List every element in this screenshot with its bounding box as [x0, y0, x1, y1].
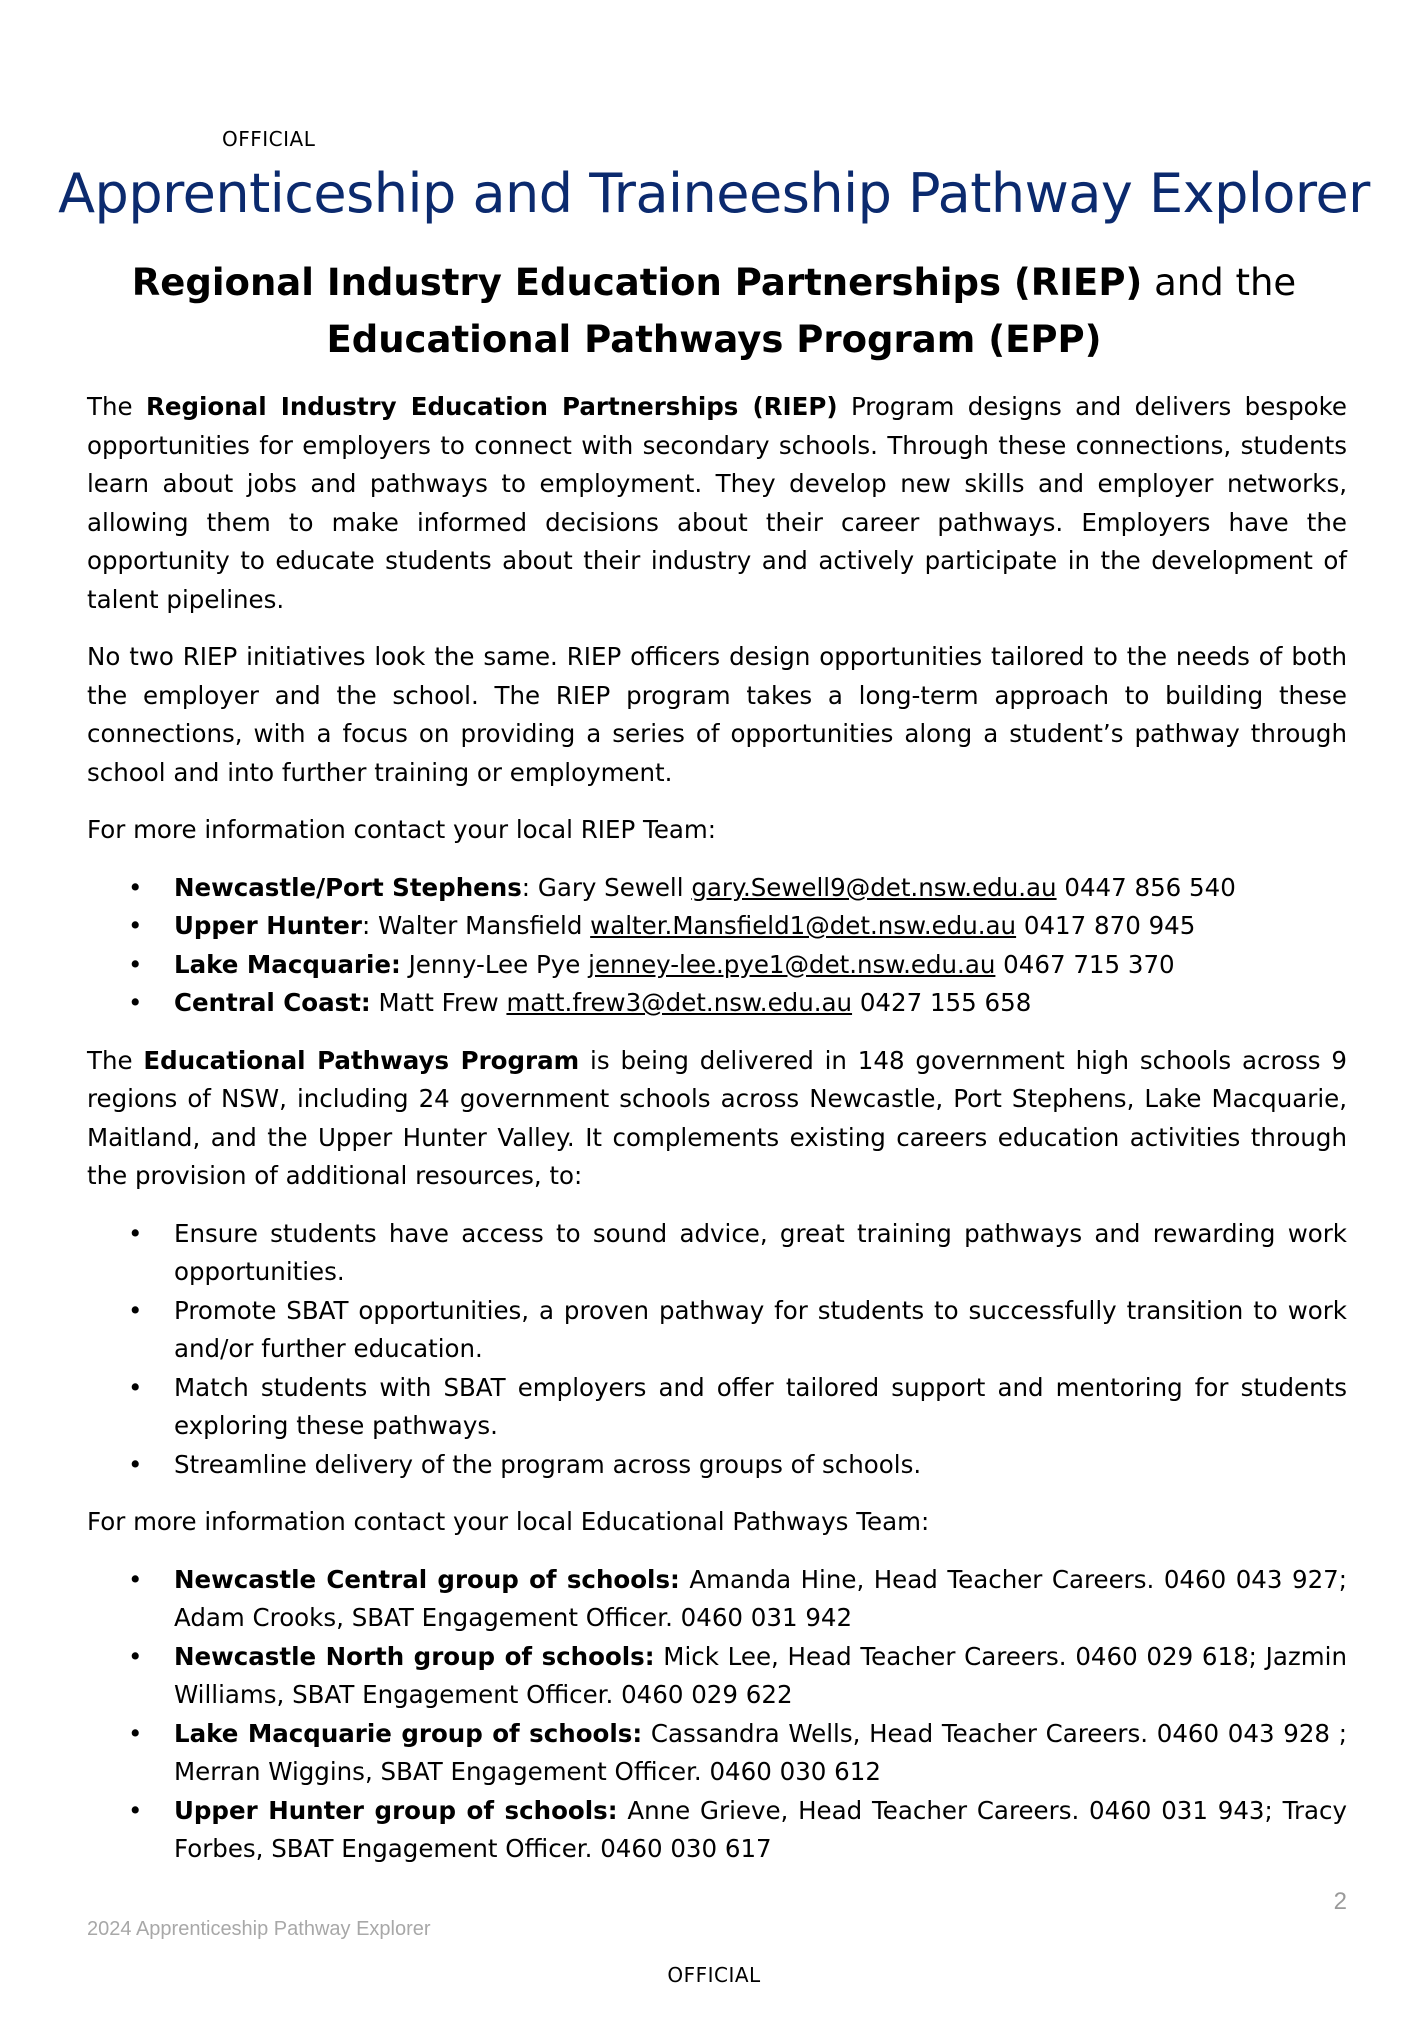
page-title: Apprenticeship and Traineeship Pathway Explorer — [58, 162, 1370, 225]
footer-text: 2024 Apprenticeship Pathway Explorer — [87, 1918, 431, 1940]
subtitle-epp-bold: Educational Pathways Program (EPP) — [326, 318, 1102, 361]
riep-contact-item: • Central Coast: Matt Frew matt.frew3@det.nsw.edu.au 0427 155 658 — [87, 984, 1347, 1023]
epp-objective-list — [87, 1215, 1347, 1485]
epp-objective-item: • Match students with SBAT employers and offer tailored support and mentoring for students exploring these pathways. — [87, 1369, 1347, 1446]
security-marking-top: OFFICIAL — [222, 127, 316, 151]
riep-paragraph-2: No two RIEP initiatives look the same. RIEP officers design opportunities tailored to the needs of both the employer and the school. The RIEP program takes a long-term approach to building these connections, with a focus on providing a series of opportunities along a student’s pathway through school and into further training or employment. — [87, 642, 1347, 787]
riep-email-link[interactable]: gary.Sewell9@det.nsw.edu.au — [691, 872, 1057, 902]
epp-objective-item: • Ensure students have access to sound advice, great training pathways and rewarding work opportunities. — [87, 1215, 1347, 1292]
epp-contact-item: • Upper Hunter group of schools: Anne Grieve, Head Teacher Careers. 0460 031 943; Tracy Forbes, SBAT Engagement Officer. 0460 030 617 — [87, 1792, 1347, 1869]
subtitle-riep-bold: Regional Industry Education Partnerships (RIEP) — [131, 261, 1143, 304]
epp-contact-item: • Newcastle North group of schools: Mick Lee, Head Teacher Careers. 0460 029 618; Jazmin Williams, SBAT Engagement Officer. 0460 029 622 — [87, 1638, 1347, 1715]
epp-objective-item: • Promote SBAT opportunities, a proven pathway for students to successfully transition to work and/or further education. — [87, 1292, 1347, 1369]
riep-paragraph-1: The Regional Industry Education Partnerships (RIEP) Program designs and delivers bespoke opportunities for employers to connect with secondary schools. Through these connections, students learn about jobs and pathways to employment. They develop new skills and employer networks, allowing them to make informed decisions about their career pathways. Employers have the opportunity to educate students about their industry and actively participate in the development of talent pipelines. — [87, 392, 1348, 614]
epp-contact-list — [87, 1561, 1347, 1869]
riep-contact-item: • Lake Macquarie: Jenny-Lee Pye jenney-lee.pye1@det.nsw.edu.au 0467 715 370 — [87, 946, 1347, 985]
epp-paragraph-1: The Educational Pathways Program is being delivered in 148 government high schools across 9 regions of NSW, including 24 government schools across Newcastle, Port Stephens, Lake Macquarie, Maitland, and the Upper Hunter Valley. It complements existing careers education activities through the provision of additional resources, to: — [87, 1045, 1347, 1190]
riep-contact-item: • Newcastle/Port Stephens: Gary Sewell gary.Sewell9@det.nsw.edu.au 0447 856 540 — [87, 869, 1347, 908]
document-body — [87, 388, 1347, 1888]
subtitle-line-2 — [0, 311, 1428, 368]
riep-contact-intro: For more information contact your local RIEP Team: — [87, 815, 717, 844]
page-number: 2 — [1333, 1888, 1347, 1915]
subtitle-and-the: and the — [1142, 261, 1297, 304]
riep-contact-list — [87, 869, 1347, 1023]
epp-objective-item: • Streamline delivery of the program across groups of schools. — [87, 1446, 1347, 1485]
subtitle-line-1 — [0, 254, 1428, 311]
epp-contact-item: • Newcastle Central group of schools: Amanda Hine, Head Teacher Careers. 0460 043 927; Adam Crooks, SBAT Engagement Officer. 0460 031 942 — [87, 1561, 1347, 1638]
riep-email-link[interactable]: matt.frew3@det.nsw.edu.au — [506, 988, 853, 1017]
riep-email-link[interactable]: walter.Mansfield1@det.nsw.edu.au — [590, 911, 1017, 940]
security-marking-bottom: OFFICIAL — [667, 1963, 761, 1987]
epp-contact-item: • Lake Macquarie group of schools: Cassandra Wells, Head Teacher Careers. 0460 043 928 ; Merran Wiggins, SBAT Engagement Officer. 0460 030 612 — [87, 1715, 1347, 1792]
epp-contact-intro: For more information contact your local Educational Pathways Team: — [87, 1507, 930, 1536]
page-subtitle — [0, 254, 1428, 368]
epp-name-bold: Educational Pathways Program — [143, 1045, 580, 1075]
riep-name-bold: Regional Industry Education Partnerships (RIEP) — [145, 392, 838, 421]
riep-contact-item: • Upper Hunter: Walter Mansfield walter.Mansfield1@det.nsw.edu.au 0417 870 945 — [87, 907, 1347, 946]
riep-email-link[interactable]: jenney-lee.pye1@det.nsw.edu.au — [588, 949, 996, 979]
